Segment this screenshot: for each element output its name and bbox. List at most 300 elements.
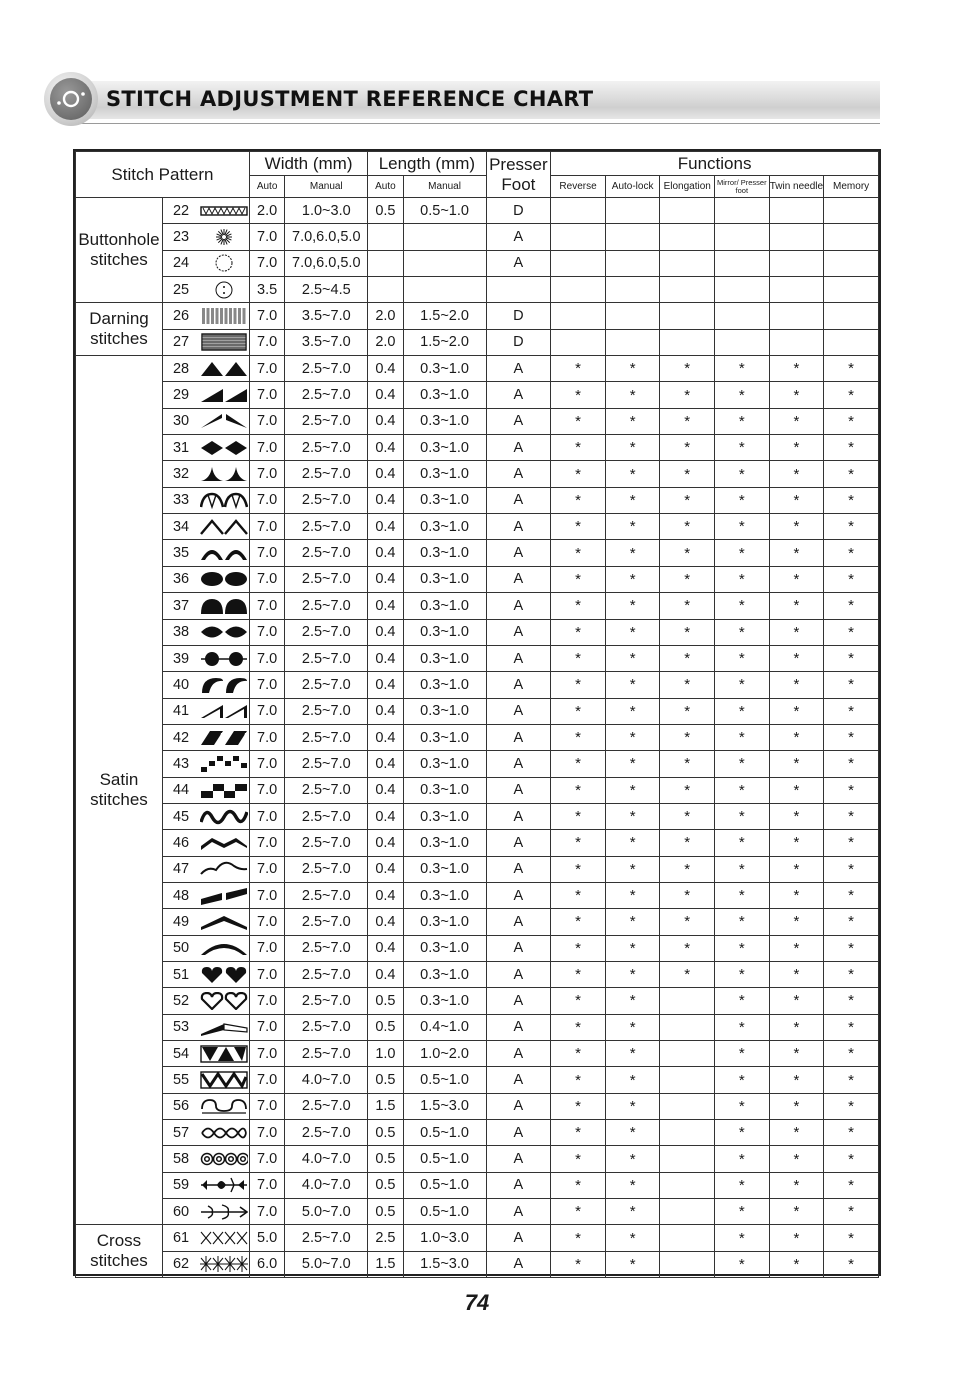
width-auto: 7.0 [249,988,284,1014]
width-manual: 7.0,6.0,5.0 [285,224,368,250]
col-fn-reverse: Reverse [551,176,606,198]
fn-twin-needle-mark: * [769,1225,824,1251]
width-manual: 2.5~7.0 [285,882,368,908]
fn-mirror-mark: * [715,1014,770,1040]
fn-twin-needle-mark: * [769,856,824,882]
fn-mirror-mark: * [715,882,770,908]
length-manual: 0.3~1.0 [403,566,486,592]
fn-auto-lock-mark: * [605,540,660,566]
fn-auto-lock-mark: * [605,1199,660,1225]
fn-auto-lock-mark: * [605,1225,660,1251]
fn-auto-lock-mark: * [605,461,660,487]
length-manual: 1.5~3.0 [403,1093,486,1119]
width-manual: 4.0~7.0 [285,1146,368,1172]
length-auto: 1.5 [368,1093,403,1119]
fn-reverse-mark: * [551,1146,606,1172]
stitch-row [76,1120,879,1146]
stitch-number: 53 [162,1014,198,1040]
fn-memory-mark: * [824,1225,879,1251]
fn-elongation-mark: * [660,961,715,987]
stitch-table [75,151,879,1278]
length-auto: 0.4 [368,961,403,987]
width-auto: 7.0 [249,1146,284,1172]
fn-twin-needle-mark: * [769,724,824,750]
length-manual: 0.3~1.0 [403,619,486,645]
fn-auto-lock-mark: * [605,619,660,645]
width-auto: 7.0 [249,803,284,829]
stitch-number: 22 [162,198,198,224]
length-manual: 0.5~1.0 [403,1120,486,1146]
width-manual: 2.5~7.0 [285,408,368,434]
presser-foot: A [486,593,551,619]
fn-auto-lock-mark: * [605,856,660,882]
fn-memory-mark [824,250,879,276]
stitch-group-label: Buttonhole stitches [76,198,163,303]
length-manual: 0.3~1.0 [403,645,486,671]
stitch-number: 50 [162,935,198,961]
fn-mirror-mark: * [715,514,770,540]
stitch-number: 43 [162,751,198,777]
ovals-icon [199,566,250,592]
stitch-number: 45 [162,803,198,829]
parallelograms-icon [199,724,250,750]
stitch-row [76,1225,879,1251]
fn-memory-mark: * [824,1146,879,1172]
stitch-number: 29 [162,382,198,408]
fn-twin-needle-mark [769,198,824,224]
fn-elongation-mark [660,277,715,303]
fn-mirror-mark [715,303,770,329]
fn-twin-needle-mark: * [769,1041,824,1067]
presser-foot: A [486,619,551,645]
stitch-row [76,540,879,566]
lemons-icon [199,619,250,645]
fn-auto-lock-mark [605,250,660,276]
fn-auto-lock-mark [605,303,660,329]
length-auto: 0.4 [368,830,403,856]
width-manual: 2.5~7.0 [285,988,368,1014]
width-auto: 7.0 [249,751,284,777]
width-auto: 7.0 [249,1067,284,1093]
triangle-border-icon [199,1041,250,1067]
stitch-number: 62 [162,1251,198,1277]
fn-elongation-mark [660,1199,715,1225]
length-manual: 0.3~1.0 [403,751,486,777]
fn-elongation-mark: * [660,672,715,698]
presser-foot: A [486,909,551,935]
fn-memory-mark: * [824,593,879,619]
fn-elongation-mark: * [660,487,715,513]
fn-auto-lock-mark: * [605,1014,660,1040]
fn-reverse-mark: * [551,1225,606,1251]
fn-elongation-mark: * [660,751,715,777]
presser-foot: A [486,566,551,592]
presser-foot: A [486,961,551,987]
fn-auto-lock-mark: * [605,672,660,698]
width-manual: 2.5~7.0 [285,382,368,408]
width-auto: 7.0 [249,1120,284,1146]
fn-reverse-mark: * [551,540,606,566]
length-auto: 0.5 [368,988,403,1014]
width-auto: 7.0 [249,1014,284,1040]
fn-memory-mark: * [824,514,879,540]
presser-foot: A [486,645,551,671]
fn-twin-needle-mark: * [769,1120,824,1146]
width-manual: 2.5~7.0 [285,1120,368,1146]
fn-twin-needle-mark: * [769,645,824,671]
width-manual: 2.5~7.0 [285,435,368,461]
fn-elongation-mark [660,329,715,355]
fn-reverse-mark: * [551,935,606,961]
fn-reverse-mark: * [551,751,606,777]
length-auto: 0.4 [368,882,403,908]
fn-mirror-mark: * [715,435,770,461]
length-manual [403,277,486,303]
fn-reverse-mark: * [551,1120,606,1146]
presser-foot: A [486,224,551,250]
stitch-number: 44 [162,777,198,803]
fn-elongation-mark [660,1041,715,1067]
col-presser-foot [486,152,551,198]
stitch-number: 32 [162,461,198,487]
fn-auto-lock-mark: * [605,777,660,803]
fn-reverse-mark: * [551,514,606,540]
fn-auto-lock-mark: * [605,724,660,750]
eyelet-circle-icon [199,250,250,276]
fn-mirror-mark: * [715,803,770,829]
width-auto: 7.0 [249,619,284,645]
stitch-row [76,988,879,1014]
fn-auto-lock-mark: * [605,961,660,987]
col-fn-mirror: Mirror/ Presser foot [715,176,770,198]
length-auto: 0.4 [368,672,403,698]
fn-memory-mark: * [824,487,879,513]
fn-auto-lock-mark: * [605,593,660,619]
width-manual: 5.0~7.0 [285,1251,368,1277]
fn-reverse-mark: * [551,988,606,1014]
stitch-row [76,198,879,224]
fn-reverse-mark: * [551,593,606,619]
stitch-row [76,672,879,698]
width-manual: 2.5~7.0 [285,356,368,382]
length-auto: 0.4 [368,514,403,540]
stitch-row [76,250,879,276]
fn-reverse-mark: * [551,961,606,987]
width-auto: 7.0 [249,909,284,935]
zigzag-border-icon [199,1067,250,1093]
width-manual: 2.5~7.0 [285,909,368,935]
fn-reverse-mark: * [551,1093,606,1119]
fn-twin-needle-mark: * [769,803,824,829]
stitch-chart [73,149,881,1276]
length-manual: 0.3~1.0 [403,803,486,829]
hearts-icon [199,961,250,987]
fn-elongation-mark: * [660,830,715,856]
length-manual: 0.3~1.0 [403,698,486,724]
page-title: STITCH ADJUSTMENT REFERENCE CHART [106,87,594,111]
width-manual: 3.5~7.0 [285,303,368,329]
fn-mirror-mark [715,277,770,303]
fn-elongation-mark [660,1225,715,1251]
width-auto: 7.0 [249,935,284,961]
fn-twin-needle-mark: * [769,698,824,724]
width-manual: 2.5~4.5 [285,277,368,303]
presser-foot: A [486,487,551,513]
stitch-row [76,435,879,461]
width-auto: 5.0 [249,1225,284,1251]
stitch-number: 31 [162,435,198,461]
length-manual: 0.3~1.0 [403,435,486,461]
presser-foot [486,277,551,303]
length-auto: 0.4 [368,408,403,434]
width-manual: 4.0~7.0 [285,1067,368,1093]
length-manual: 1.5~3.0 [403,1251,486,1277]
stitch-row [76,1251,879,1277]
fn-elongation-mark [660,1067,715,1093]
fn-memory-mark: * [824,435,879,461]
width-auto: 6.0 [249,1251,284,1277]
length-manual: 0.5~1.0 [403,1199,486,1225]
width-manual: 5.0~7.0 [285,1199,368,1225]
stitch-number: 38 [162,619,198,645]
col-length: Length (mm) [368,152,486,176]
fn-reverse-mark: * [551,1014,606,1040]
fn-mirror-mark: * [715,645,770,671]
fn-memory-mark [824,329,879,355]
fn-elongation-mark [660,198,715,224]
presser-foot: A [486,435,551,461]
length-manual: 0.3~1.0 [403,408,486,434]
fn-twin-needle-mark: * [769,619,824,645]
fn-reverse-mark: * [551,1067,606,1093]
stitch-number: 48 [162,882,198,908]
width-auto: 7.0 [249,1172,284,1198]
length-auto: 0.4 [368,645,403,671]
fn-elongation-mark: * [660,566,715,592]
fn-mirror-mark: * [715,461,770,487]
stitch-number: 46 [162,830,198,856]
length-auto: 0.4 [368,619,403,645]
fn-elongation-mark: * [660,593,715,619]
fn-twin-needle-mark: * [769,1146,824,1172]
fn-reverse-mark: * [551,645,606,671]
fn-memory-mark: * [824,1093,879,1119]
fn-twin-needle-mark: * [769,988,824,1014]
stitch-row [76,935,879,961]
presser-dial-icon [50,78,92,120]
fn-twin-needle-mark: * [769,1251,824,1277]
length-manual: 0.4~1.0 [403,1014,486,1040]
stitch-row [76,224,879,250]
fn-reverse-mark: * [551,1041,606,1067]
length-manual: 0.3~1.0 [403,882,486,908]
fn-memory-mark: * [824,645,879,671]
fn-elongation-mark [660,1014,715,1040]
length-auto: 0.4 [368,935,403,961]
fn-memory-mark: * [824,882,879,908]
fn-reverse-mark [551,277,606,303]
width-manual: 2.5~7.0 [285,672,368,698]
length-manual: 1.0~2.0 [403,1041,486,1067]
fn-elongation-mark [660,988,715,1014]
fn-memory-mark: * [824,777,879,803]
fn-memory-mark: * [824,698,879,724]
width-auto: 7.0 [249,303,284,329]
stitch-number: 36 [162,566,198,592]
fn-auto-lock-mark: * [605,935,660,961]
fn-auto-lock-mark: * [605,909,660,935]
eyelet-star-icon [199,224,250,250]
fn-twin-needle-mark: * [769,461,824,487]
presser-foot: A [486,1067,551,1093]
leaf-vine-icon [199,1172,250,1198]
length-auto [368,224,403,250]
stitch-number: 37 [162,593,198,619]
presser-foot: A [486,461,551,487]
width-manual: 2.5~7.0 [285,1225,368,1251]
stitch-number: 61 [162,1225,198,1251]
fn-twin-needle-mark: * [769,935,824,961]
fn-mirror-mark [715,224,770,250]
width-manual: 2.5~7.0 [285,619,368,645]
presser-foot: A [486,935,551,961]
length-manual: 0.3~1.0 [403,540,486,566]
fn-elongation-mark: * [660,619,715,645]
fn-twin-needle-mark: * [769,1172,824,1198]
length-auto: 0.4 [368,751,403,777]
concave-triangles-icon [199,461,250,487]
width-manual: 1.0~3.0 [285,198,368,224]
stitch-row [76,356,879,382]
stitch-row [76,724,879,750]
length-auto: 0.4 [368,487,403,513]
length-manual: 0.3~1.0 [403,382,486,408]
fn-twin-needle-mark: * [769,830,824,856]
stitch-row [76,645,879,671]
fn-elongation-mark: * [660,514,715,540]
fn-mirror-mark: * [715,909,770,935]
fn-elongation-mark: * [660,698,715,724]
width-auto: 7.0 [249,882,284,908]
fn-mirror-mark: * [715,961,770,987]
fn-mirror-mark: * [715,988,770,1014]
fn-memory-mark: * [824,961,879,987]
fn-mirror-mark [715,329,770,355]
width-auto: 7.0 [249,1199,284,1225]
length-auto: 0.5 [368,1067,403,1093]
fn-auto-lock-mark: * [605,1120,660,1146]
stitch-number: 30 [162,408,198,434]
width-auto: 2.0 [249,198,284,224]
width-manual: 2.5~7.0 [285,566,368,592]
fn-memory-mark: * [824,830,879,856]
length-manual: 0.3~1.0 [403,856,486,882]
width-auto: 7.0 [249,830,284,856]
fn-auto-lock-mark: * [605,645,660,671]
fn-mirror-mark: * [715,566,770,592]
col-fn-auto-lock: Auto-lock [605,176,660,198]
presser-foot: A [486,1146,551,1172]
width-auto: 7.0 [249,382,284,408]
col-foot-label: Foot [501,174,536,194]
stitch-number: 26 [162,303,198,329]
stitch-number: 49 [162,909,198,935]
fn-elongation-mark [660,1172,715,1198]
fn-twin-needle-mark: * [769,1067,824,1093]
darning-dense-icon [199,329,250,355]
presser-foot: D [486,329,551,355]
width-manual: 2.5~7.0 [285,514,368,540]
col-length-auto: Auto [368,176,403,198]
length-manual: 0.3~1.0 [403,961,486,987]
arch-zigzag-icon [199,487,250,513]
stitch-group-label: Satin stitches [76,356,163,1225]
stitch-group-label: Darning stitches [76,303,163,356]
presser-foot: A [486,382,551,408]
fn-mirror-mark: * [715,935,770,961]
fn-auto-lock-mark: * [605,1093,660,1119]
fn-memory-mark: * [824,724,879,750]
width-auto: 7.0 [249,724,284,750]
fn-elongation-mark: * [660,356,715,382]
fn-memory-mark: * [824,619,879,645]
fn-reverse-mark: * [551,909,606,935]
fn-reverse-mark: * [551,777,606,803]
length-manual: 0.3~1.0 [403,487,486,513]
fn-twin-needle-mark [769,250,824,276]
stitch-row [76,961,879,987]
slant-wedges-icon [199,408,250,434]
chart-header [44,72,880,126]
fn-auto-lock-mark: * [605,1067,660,1093]
presser-foot: A [486,356,551,382]
stitch-number: 52 [162,988,198,1014]
fn-twin-needle-mark: * [769,909,824,935]
stitch-row [76,882,879,908]
col-length-manual: Manual [403,176,486,198]
presser-foot: A [486,724,551,750]
fn-memory-mark [824,198,879,224]
cross-stitch-icon [199,1225,250,1251]
length-manual: 0.5~1.0 [403,1067,486,1093]
fn-twin-needle-mark: * [769,566,824,592]
stitch-row [76,1199,879,1225]
length-auto: 0.5 [368,1014,403,1040]
fn-auto-lock-mark: * [605,514,660,540]
width-auto: 7.0 [249,487,284,513]
stitch-row [76,1067,879,1093]
length-manual: 0.3~1.0 [403,830,486,856]
fn-memory-mark: * [824,408,879,434]
fn-twin-needle-mark: * [769,1014,824,1040]
length-manual: 0.3~1.0 [403,909,486,935]
leaves-icon [199,672,250,698]
presser-foot: A [486,698,551,724]
width-manual: 2.5~7.0 [285,935,368,961]
width-manual: 3.5~7.0 [285,329,368,355]
width-manual: 4.0~7.0 [285,1172,368,1198]
fn-reverse-mark: * [551,803,606,829]
fn-twin-needle-mark: * [769,672,824,698]
stitch-number: 58 [162,1146,198,1172]
stitch-row [76,487,879,513]
square-wave-icon [199,777,250,803]
stitch-row [76,909,879,935]
presser-foot: D [486,198,551,224]
width-auto: 7.0 [249,961,284,987]
domes-icon [199,593,250,619]
stitch-number: 47 [162,856,198,882]
